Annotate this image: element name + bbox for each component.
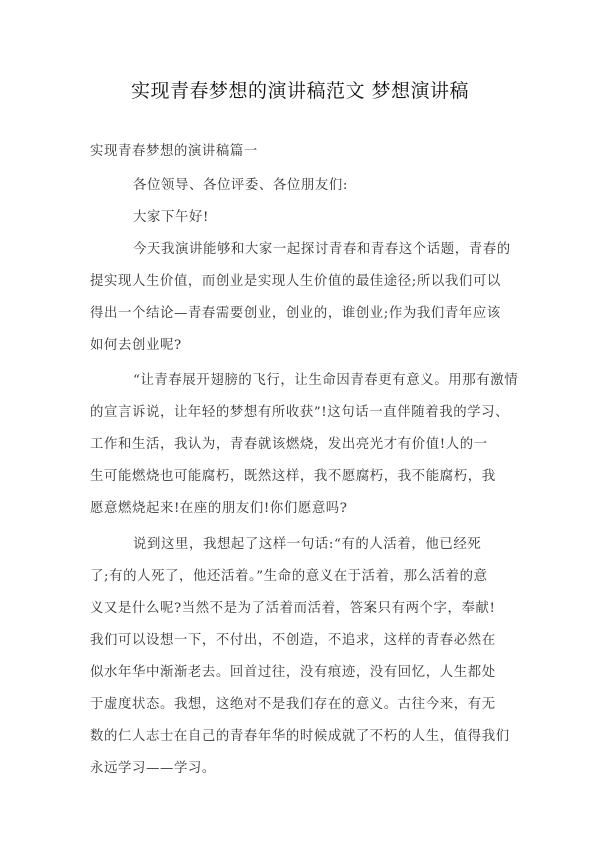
body-line: 如何去创业呢?	[90, 338, 182, 353]
body-line: 今天我演讲能够和大家一起探讨青春和青春这个话题，青春的	[133, 242, 511, 257]
body-line: 得出一个结论—青春需要创业，创业的，谁创业;作为我们青年应该	[90, 306, 501, 321]
body-line: 义又是什么呢?当然不是为了活着而活着，答案只有两个字，奉献!	[90, 601, 496, 616]
body-line: 我们可以设想一下，不付出，不创造，不追求，这样的青春必然在	[90, 633, 496, 648]
body-line: 提实现人生价值，而创业是实现人生价值的最佳途径;所以我们可以	[90, 274, 501, 289]
body-line: 愿意燃烧起来!在座的朋友们!你们愿意吗?	[90, 501, 348, 516]
body-line: 工作和生活，我认为，青春就该燃烧，发出亮光才有价值!人的一	[90, 437, 488, 452]
body-line: 大家下午好!	[133, 210, 209, 225]
body-line: 了;有的人死了，他还活着。”生命的意义在于活着，那么活着的意	[90, 569, 488, 584]
body-line: 各位领导、各位评委、各位朋友们:	[133, 178, 348, 193]
section-heading: 实现青春梦想的演讲稿篇一	[90, 144, 258, 159]
body-line: 生可能燃烧也可能腐朽，既然这样，我不愿腐朽，我不能腐朽，我	[90, 469, 496, 484]
body-line: 于虚度状态。我想，这绝对不是我们存在的意义。古往今来，有无	[90, 697, 496, 712]
body-line: 似水年华中渐渐老去。回首过往，没有痕迹，没有回忆，人生都处	[90, 665, 496, 680]
document-title: 实现青春梦想的演讲稿范文 梦想演讲稿	[130, 80, 470, 102]
body-line: 永远学习——学习。	[90, 761, 216, 776]
body-line: 说到这里，我想起了这样一句话:“有的人活着，他已经死	[133, 537, 482, 552]
body-line: 数的仁人志士在自己的青春年华的时候成就了不朽的人生，值得我们	[90, 729, 510, 744]
body-line: 的宣言诉说，让年轻的梦想有所收获”!这句话一直伴随着我的学习、	[90, 405, 510, 420]
body-line: “让青春展开翅膀的飞行，让生命因青春更有意义。用那有激情	[133, 373, 519, 388]
